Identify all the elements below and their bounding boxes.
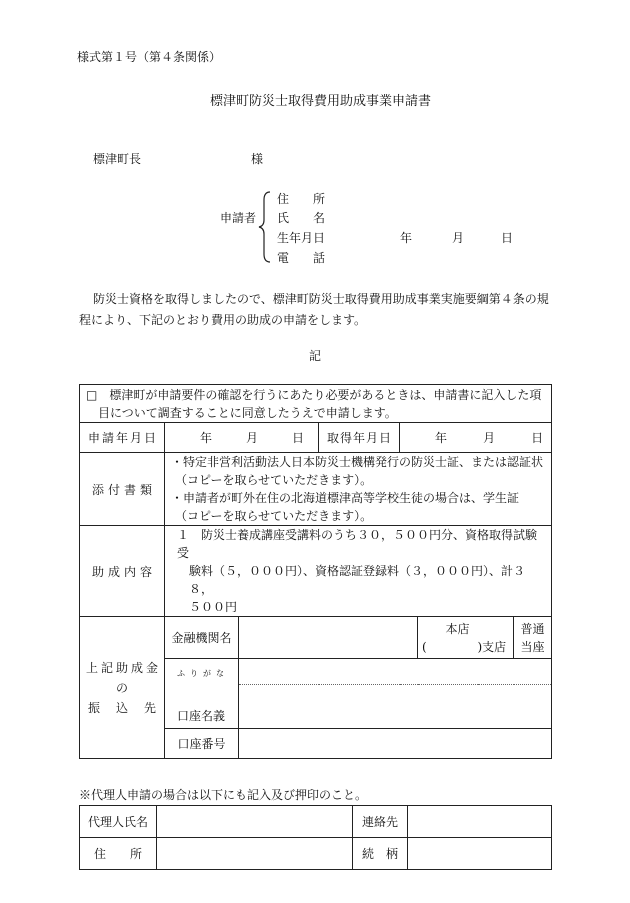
date-row (80, 423, 552, 453)
account-type-cell[interactable] (514, 617, 552, 659)
holder-label-cell (165, 685, 239, 729)
application-table (79, 384, 552, 759)
body-text-line2: 程により、下記のとおり費用の助成の申請をします。 (79, 313, 367, 327)
birth-year: 年 (400, 231, 413, 245)
proxy-address-label-cell (80, 838, 157, 870)
body-text-line1: 防災士資格を取得しましたので、標津町防災士取得費用助成事業実施要綱第４条の規 (93, 292, 549, 306)
holder-label: 口座名義 (177, 709, 226, 723)
institution-label-cell (165, 617, 239, 659)
proxy-row-2 (80, 838, 552, 870)
app-day: 日 (291, 431, 304, 445)
form-number: 様式第１号（第４条関係） (77, 50, 222, 64)
subsidy-row (80, 526, 552, 617)
attachment-line: ・特定非営利活動法人日本防災士機構発行の防災士証、または認証状 (171, 455, 544, 469)
proxy-name-label: 代理人氏名 (87, 815, 148, 829)
proxy-relation-label: 続 柄 (361, 847, 398, 861)
acquisition-date-input[interactable] (400, 423, 552, 453)
consent-line1: □ 標津町が申請要件の確認を行うにあたり必要があるときは、申請書に記入した項 (86, 387, 542, 402)
proxy-contact-label: 連絡先 (361, 815, 398, 829)
attachments-row (80, 453, 552, 526)
account-type-ordinary[interactable]: 普通 (520, 621, 545, 636)
bank-institution-row (80, 617, 552, 659)
applicant-address-label: 住 所 (277, 192, 326, 206)
birth-month: 月 (452, 231, 465, 245)
institution-name-input[interactable] (239, 617, 418, 659)
branch-paren: ( (422, 639, 427, 654)
attachment-line: ・申請者が町外在住の北海道標津高等学校生徒の場合は、学生証 (171, 491, 520, 505)
proxy-address-input[interactable] (157, 838, 353, 870)
proxy-address-label: 住 所 (93, 847, 142, 861)
proxy-contact-label-cell (353, 806, 408, 838)
acq-month: 月 (483, 431, 496, 445)
addressee-honorific: 様 (251, 152, 264, 166)
account-number-label: 口座番号 (177, 737, 226, 751)
subsidy-label: 助 成 内 容 (92, 564, 152, 579)
application-date-input[interactable] (165, 423, 319, 453)
attachments-label-cell (80, 453, 165, 526)
addressee-name: 標津町長 (93, 152, 142, 166)
main-branch-label: 本店 (445, 621, 470, 636)
attachments-label: 添 付 書 類 (92, 482, 152, 497)
furigana-label-cell (165, 659, 239, 685)
applicant-phone-label: 電 話 (277, 251, 326, 265)
birth-day: 日 (501, 231, 514, 245)
account-number-label-cell (165, 729, 239, 759)
bank-section-label: 上 記 助 成 金 の 振 込 先 (80, 658, 164, 718)
applicant-birth-label: 生年月日 (277, 231, 326, 245)
subsidy-content (165, 526, 552, 617)
branch-cell[interactable] (418, 617, 478, 659)
subsidy-label-cell (80, 526, 165, 617)
subsidy-line: 験料（５，０００円）、資格認証登録料（３，０００円）、計３８， (189, 564, 526, 596)
app-month: 月 (245, 431, 258, 445)
bank-section-label-cell (80, 617, 165, 759)
brace-icon (258, 190, 272, 264)
bank-section-no: の (115, 680, 128, 695)
proxy-name-input[interactable] (157, 806, 353, 838)
proxy-relation-label-cell (353, 838, 408, 870)
attachments-content (165, 453, 552, 526)
account-type-current[interactable]: 当座 (520, 639, 545, 654)
proxy-table (79, 805, 552, 870)
proxy-name-label-cell (80, 806, 157, 838)
subsidy-line: １ 防災士養成講座受講料のうち３０，５００円分、資格取得試験受 (177, 528, 538, 560)
acquisition-date-label-cell (319, 423, 400, 453)
acquisition-date-label: 取 得 年 月 日 (327, 431, 391, 445)
branch-suffix-cell (478, 617, 514, 659)
furigana-label: ふりがな (177, 668, 229, 678)
proxy-relation-input[interactable] (408, 838, 552, 870)
ki-heading: 記 (309, 349, 322, 363)
attachment-line: （コピーを取らせていただきます）。 (175, 473, 373, 487)
consent-row (80, 385, 552, 423)
consent-line2: 目について調査することに同意したうえで申請します。 (98, 405, 397, 420)
account-number-input[interactable] (239, 729, 552, 759)
acq-day: 日 (531, 431, 544, 445)
proxy-note: ※代理人申請の場合は以下にも記入及び押印のこと。 (79, 788, 368, 802)
applicant-label: 申請者 (220, 211, 257, 225)
applicant-name-label: 氏 名 (277, 211, 326, 225)
form-title: 標津町防災士取得費用助成事業申請書 (210, 94, 432, 109)
institution-label: 金融機関名 (171, 631, 232, 645)
branch-suffix: )支店 (477, 639, 507, 654)
app-year: 年 (199, 431, 212, 445)
proxy-contact-input[interactable] (408, 806, 552, 838)
subsidy-line: ５００円 (189, 600, 238, 614)
proxy-row-1 (80, 806, 552, 838)
acq-year: 年 (435, 431, 448, 445)
furigana-input[interactable] (239, 659, 552, 685)
holder-input[interactable] (239, 685, 552, 729)
consent-cell[interactable] (80, 385, 552, 423)
application-date-label-cell (80, 423, 165, 453)
application-date-label: 申 請 年 月 日 (88, 431, 156, 445)
attachment-line: （コピーを取らせていただきます）。 (175, 509, 373, 523)
